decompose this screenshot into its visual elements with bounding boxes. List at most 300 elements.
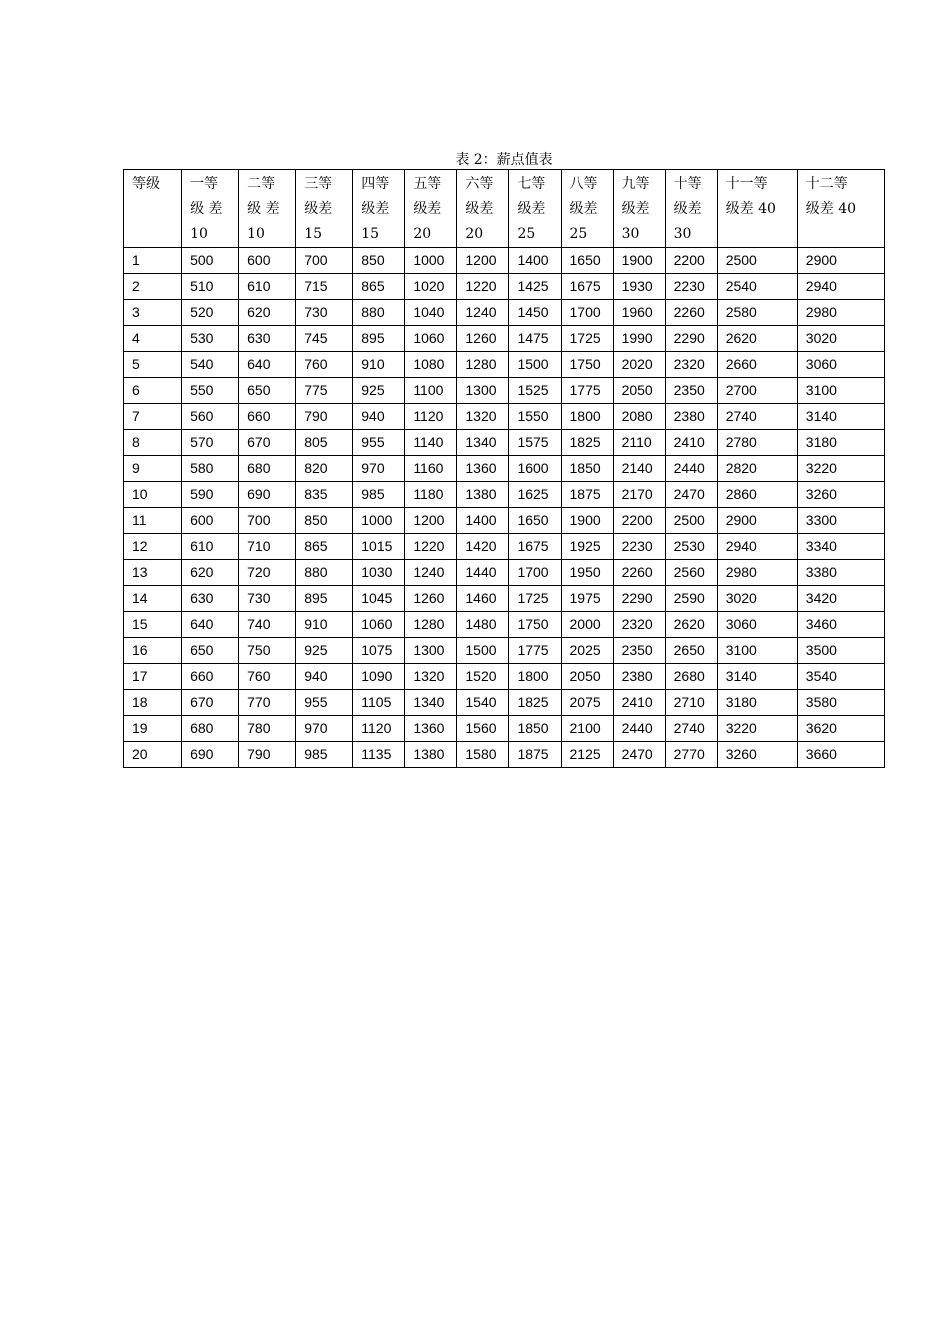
- value-cell: 1400: [457, 508, 509, 534]
- value-cell: 1340: [457, 430, 509, 456]
- table-row: [124, 456, 885, 482]
- header-title: 九等: [621, 176, 650, 192]
- value-cell: 1700: [509, 560, 561, 586]
- value-cell: 1220: [457, 274, 509, 300]
- value-cell: 1625: [509, 482, 561, 508]
- value-cell: 560: [182, 404, 239, 430]
- header-title: 三等: [304, 176, 333, 192]
- value-cell: 1075: [353, 638, 405, 664]
- value-cell: 2620: [717, 326, 797, 352]
- table-body: [124, 248, 885, 768]
- value-cell: 3420: [797, 586, 884, 612]
- value-cell: 2170: [613, 482, 665, 508]
- table-row: [124, 534, 885, 560]
- header-line2: 级差: [361, 201, 390, 217]
- value-cell: 910: [353, 352, 405, 378]
- value-cell: 2440: [613, 716, 665, 742]
- value-cell: 2940: [717, 534, 797, 560]
- value-cell: 2900: [797, 248, 884, 274]
- grade-cell: 16: [124, 638, 182, 664]
- value-cell: 2000: [561, 612, 613, 638]
- header-cell-tier-2: [239, 170, 296, 248]
- value-cell: 790: [239, 742, 296, 768]
- value-cell: 1260: [457, 326, 509, 352]
- table-row: [124, 586, 885, 612]
- value-cell: 1015: [353, 534, 405, 560]
- value-cell: 2770: [665, 742, 717, 768]
- value-cell: 2470: [665, 482, 717, 508]
- grade-cell: 19: [124, 716, 182, 742]
- value-cell: 1675: [561, 274, 613, 300]
- value-cell: 1750: [509, 612, 561, 638]
- value-cell: 780: [239, 716, 296, 742]
- value-cell: 610: [239, 274, 296, 300]
- value-cell: 1650: [509, 508, 561, 534]
- value-cell: 970: [353, 456, 405, 482]
- value-cell: 1105: [353, 690, 405, 716]
- value-cell: 3580: [797, 690, 884, 716]
- header-row: [124, 170, 885, 248]
- value-cell: 1960: [613, 300, 665, 326]
- header-title: 五等: [413, 176, 442, 192]
- value-cell: 1420: [457, 534, 509, 560]
- table-row: [124, 404, 885, 430]
- value-cell: 730: [239, 586, 296, 612]
- value-cell: 1090: [353, 664, 405, 690]
- value-cell: 2320: [613, 612, 665, 638]
- value-cell: 1200: [405, 508, 457, 534]
- value-cell: 1900: [613, 248, 665, 274]
- value-cell: 895: [296, 586, 353, 612]
- header-line2: 级差: [673, 201, 702, 217]
- header-cell-tier-11: [717, 170, 797, 248]
- header-line3: 30: [673, 226, 692, 242]
- value-cell: 775: [296, 378, 353, 404]
- value-cell: 1500: [457, 638, 509, 664]
- value-cell: 2080: [613, 404, 665, 430]
- header-cell-tier-3: [296, 170, 353, 248]
- value-cell: 620: [239, 300, 296, 326]
- value-cell: 1560: [457, 716, 509, 742]
- value-cell: 3260: [797, 482, 884, 508]
- value-cell: 2620: [665, 612, 717, 638]
- value-cell: 700: [239, 508, 296, 534]
- value-cell: 1775: [509, 638, 561, 664]
- value-cell: 1925: [561, 534, 613, 560]
- value-cell: 880: [353, 300, 405, 326]
- header-line3: 25: [569, 226, 588, 242]
- value-cell: 2350: [665, 378, 717, 404]
- value-cell: 1060: [353, 612, 405, 638]
- value-cell: 690: [182, 742, 239, 768]
- value-cell: 3460: [797, 612, 884, 638]
- value-cell: 2200: [613, 508, 665, 534]
- value-cell: 1675: [509, 534, 561, 560]
- value-cell: 650: [182, 638, 239, 664]
- value-cell: 660: [239, 404, 296, 430]
- value-cell: 2560: [665, 560, 717, 586]
- value-cell: 1000: [405, 248, 457, 274]
- value-cell: 1200: [457, 248, 509, 274]
- value-cell: 760: [239, 664, 296, 690]
- value-cell: 2470: [613, 742, 665, 768]
- header-title: 等级: [132, 176, 160, 192]
- value-cell: 660: [182, 664, 239, 690]
- table-row: [124, 248, 885, 274]
- value-cell: 1875: [561, 482, 613, 508]
- header-title: 一等: [190, 176, 219, 192]
- value-cell: 610: [182, 534, 239, 560]
- value-cell: 2980: [797, 300, 884, 326]
- value-cell: 2740: [665, 716, 717, 742]
- value-cell: 1140: [405, 430, 457, 456]
- grade-cell: 5: [124, 352, 182, 378]
- value-cell: 1160: [405, 456, 457, 482]
- value-cell: 2860: [717, 482, 797, 508]
- value-cell: 1300: [405, 638, 457, 664]
- value-cell: 1045: [353, 586, 405, 612]
- table-caption: 表 2：薪点值表: [455, 152, 553, 168]
- value-cell: 1480: [457, 612, 509, 638]
- value-cell: 1550: [509, 404, 561, 430]
- value-cell: 2500: [717, 248, 797, 274]
- value-cell: 540: [182, 352, 239, 378]
- header-line3: 30: [621, 226, 640, 242]
- value-cell: 2410: [665, 430, 717, 456]
- value-cell: 1380: [405, 742, 457, 768]
- value-cell: 850: [353, 248, 405, 274]
- value-cell: 1260: [405, 586, 457, 612]
- header-line2: 级差: [465, 201, 494, 217]
- header-cell-tier-6: [457, 170, 509, 248]
- value-cell: 2380: [665, 404, 717, 430]
- value-cell: 1775: [561, 378, 613, 404]
- value-cell: 1400: [509, 248, 561, 274]
- value-cell: 570: [182, 430, 239, 456]
- value-cell: 3500: [797, 638, 884, 664]
- value-cell: 3620: [797, 716, 884, 742]
- value-cell: 700: [296, 248, 353, 274]
- table-row: [124, 560, 885, 586]
- table-row: [124, 352, 885, 378]
- value-cell: 1080: [405, 352, 457, 378]
- value-cell: 1020: [405, 274, 457, 300]
- grade-cell: 20: [124, 742, 182, 768]
- grade-cell: 14: [124, 586, 182, 612]
- value-cell: 630: [182, 586, 239, 612]
- value-cell: 3220: [797, 456, 884, 482]
- value-cell: 600: [239, 248, 296, 274]
- value-cell: 2590: [665, 586, 717, 612]
- value-cell: 640: [239, 352, 296, 378]
- value-cell: 1725: [561, 326, 613, 352]
- header-line3: 20: [465, 226, 484, 242]
- value-cell: 2500: [665, 508, 717, 534]
- value-cell: 680: [182, 716, 239, 742]
- value-cell: 1120: [353, 716, 405, 742]
- value-cell: 760: [296, 352, 353, 378]
- value-cell: 2050: [613, 378, 665, 404]
- value-cell: 1460: [457, 586, 509, 612]
- value-cell: 790: [296, 404, 353, 430]
- value-cell: 3380: [797, 560, 884, 586]
- header-cell-tier-5: [405, 170, 457, 248]
- value-cell: 720: [239, 560, 296, 586]
- grade-cell: 10: [124, 482, 182, 508]
- value-cell: 2530: [665, 534, 717, 560]
- value-cell: 620: [182, 560, 239, 586]
- value-cell: 970: [296, 716, 353, 742]
- value-cell: 510: [182, 274, 239, 300]
- value-cell: 2540: [717, 274, 797, 300]
- value-cell: 670: [239, 430, 296, 456]
- value-cell: 590: [182, 482, 239, 508]
- value-cell: 730: [296, 300, 353, 326]
- header-cell-tier-9: [613, 170, 665, 248]
- value-cell: 2110: [613, 430, 665, 456]
- value-cell: 1240: [457, 300, 509, 326]
- header-line3: 25: [517, 226, 536, 242]
- value-cell: 2290: [613, 586, 665, 612]
- value-cell: 940: [353, 404, 405, 430]
- value-cell: 1650: [561, 248, 613, 274]
- value-cell: 805: [296, 430, 353, 456]
- header-title: 七等: [517, 176, 546, 192]
- value-cell: 3100: [797, 378, 884, 404]
- header-line3: 10: [247, 226, 265, 242]
- value-cell: 1030: [353, 560, 405, 586]
- value-cell: 770: [239, 690, 296, 716]
- value-cell: 1000: [353, 508, 405, 534]
- value-cell: 1600: [509, 456, 561, 482]
- header-title: 八等: [569, 176, 598, 192]
- header-line2: 级差: [517, 201, 546, 217]
- value-cell: 1950: [561, 560, 613, 586]
- value-cell: 925: [353, 378, 405, 404]
- value-cell: 865: [353, 274, 405, 300]
- table-header: [124, 170, 885, 248]
- value-cell: 3340: [797, 534, 884, 560]
- value-cell: 1220: [405, 534, 457, 560]
- value-cell: 1475: [509, 326, 561, 352]
- table-row: [124, 430, 885, 456]
- value-cell: 2025: [561, 638, 613, 664]
- grade-cell: 4: [124, 326, 182, 352]
- value-cell: 1540: [457, 690, 509, 716]
- value-cell: 1180: [405, 482, 457, 508]
- value-cell: 1580: [457, 742, 509, 768]
- header-cell-tier-10: [665, 170, 717, 248]
- value-cell: 1975: [561, 586, 613, 612]
- grade-cell: 3: [124, 300, 182, 326]
- header-cell-tier-12: [797, 170, 884, 248]
- value-cell: 2820: [717, 456, 797, 482]
- value-cell: 2350: [613, 638, 665, 664]
- header-line2: 级差: [413, 201, 442, 217]
- header-title: 十等: [673, 176, 702, 192]
- value-cell: 835: [296, 482, 353, 508]
- value-cell: 640: [182, 612, 239, 638]
- value-cell: 865: [296, 534, 353, 560]
- value-cell: 2260: [613, 560, 665, 586]
- value-cell: 750: [239, 638, 296, 664]
- value-cell: 3180: [797, 430, 884, 456]
- table-row: [124, 274, 885, 300]
- value-cell: 1320: [405, 664, 457, 690]
- value-cell: 2200: [665, 248, 717, 274]
- value-cell: 2230: [613, 534, 665, 560]
- value-cell: 2380: [613, 664, 665, 690]
- table-row: [124, 612, 885, 638]
- value-cell: 2290: [665, 326, 717, 352]
- value-cell: 1800: [509, 664, 561, 690]
- value-cell: 2020: [613, 352, 665, 378]
- header-cell-tier-8: [561, 170, 613, 248]
- header-line2: 级差 40: [805, 201, 857, 217]
- value-cell: 2075: [561, 690, 613, 716]
- value-cell: 2260: [665, 300, 717, 326]
- value-cell: 1525: [509, 378, 561, 404]
- header-title: 四等: [361, 176, 390, 192]
- value-cell: 1320: [457, 404, 509, 430]
- value-cell: 955: [353, 430, 405, 456]
- table-row: [124, 638, 885, 664]
- grade-cell: 2: [124, 274, 182, 300]
- table-row: [124, 300, 885, 326]
- header-line2: 级 差: [190, 201, 223, 217]
- value-cell: 1280: [405, 612, 457, 638]
- value-cell: 580: [182, 456, 239, 482]
- header-line3: 15: [304, 226, 323, 242]
- value-cell: 1120: [405, 404, 457, 430]
- table-row: [124, 378, 885, 404]
- value-cell: 550: [182, 378, 239, 404]
- header-line2: 级 差: [247, 201, 280, 217]
- value-cell: 1700: [561, 300, 613, 326]
- grade-cell: 8: [124, 430, 182, 456]
- value-cell: 2580: [717, 300, 797, 326]
- value-cell: 2230: [665, 274, 717, 300]
- value-cell: 1520: [457, 664, 509, 690]
- value-cell: 985: [353, 482, 405, 508]
- value-cell: 2700: [717, 378, 797, 404]
- value-cell: 1380: [457, 482, 509, 508]
- grade-cell: 7: [124, 404, 182, 430]
- value-cell: 1900: [561, 508, 613, 534]
- value-cell: 1060: [405, 326, 457, 352]
- grade-cell: 12: [124, 534, 182, 560]
- value-cell: 2100: [561, 716, 613, 742]
- value-cell: 1040: [405, 300, 457, 326]
- value-cell: 1750: [561, 352, 613, 378]
- value-cell: 530: [182, 326, 239, 352]
- table-row: [124, 326, 885, 352]
- value-cell: 3060: [717, 612, 797, 638]
- value-cell: 745: [296, 326, 353, 352]
- value-cell: 1930: [613, 274, 665, 300]
- value-cell: 1280: [457, 352, 509, 378]
- table-row: [124, 690, 885, 716]
- value-cell: 1575: [509, 430, 561, 456]
- value-cell: 3220: [717, 716, 797, 742]
- grade-cell: 6: [124, 378, 182, 404]
- value-cell: 1850: [561, 456, 613, 482]
- value-cell: 1990: [613, 326, 665, 352]
- value-cell: 2125: [561, 742, 613, 768]
- grade-cell: 13: [124, 560, 182, 586]
- value-cell: 1800: [561, 404, 613, 430]
- value-cell: 2680: [665, 664, 717, 690]
- value-cell: 2710: [665, 690, 717, 716]
- value-cell: 1440: [457, 560, 509, 586]
- value-cell: 850: [296, 508, 353, 534]
- value-cell: 910: [296, 612, 353, 638]
- value-cell: 3100: [717, 638, 797, 664]
- value-cell: 3140: [717, 664, 797, 690]
- value-cell: 880: [296, 560, 353, 586]
- grade-cell: 15: [124, 612, 182, 638]
- value-cell: 2940: [797, 274, 884, 300]
- header-line3: 10: [190, 226, 208, 242]
- header-cell-tier-4: [353, 170, 405, 248]
- header-title: 二等: [247, 176, 276, 192]
- value-cell: 1360: [457, 456, 509, 482]
- value-cell: 3020: [797, 326, 884, 352]
- value-cell: 650: [239, 378, 296, 404]
- value-cell: 985: [296, 742, 353, 768]
- value-cell: 2980: [717, 560, 797, 586]
- value-cell: 2320: [665, 352, 717, 378]
- value-cell: 1875: [509, 742, 561, 768]
- value-cell: 2780: [717, 430, 797, 456]
- value-cell: 690: [239, 482, 296, 508]
- header-line2: 级差: [569, 201, 598, 217]
- value-cell: 1360: [405, 716, 457, 742]
- value-cell: 630: [239, 326, 296, 352]
- value-cell: 1240: [405, 560, 457, 586]
- value-cell: 2410: [613, 690, 665, 716]
- header-line2: 级差 40: [725, 201, 776, 217]
- value-cell: 1825: [509, 690, 561, 716]
- value-cell: 710: [239, 534, 296, 560]
- value-cell: 1135: [353, 742, 405, 768]
- value-cell: 1300: [457, 378, 509, 404]
- value-cell: 1850: [509, 716, 561, 742]
- value-cell: 2650: [665, 638, 717, 664]
- header-cell-tier-1: [182, 170, 239, 248]
- value-cell: 3540: [797, 664, 884, 690]
- value-cell: 715: [296, 274, 353, 300]
- value-cell: 1500: [509, 352, 561, 378]
- value-cell: 680: [239, 456, 296, 482]
- value-cell: 3180: [717, 690, 797, 716]
- value-cell: 3660: [797, 742, 884, 768]
- value-cell: 2900: [717, 508, 797, 534]
- value-cell: 3060: [797, 352, 884, 378]
- value-cell: 2440: [665, 456, 717, 482]
- value-cell: 3260: [717, 742, 797, 768]
- header-line3: 15: [361, 226, 380, 242]
- grade-cell: 18: [124, 690, 182, 716]
- value-cell: 940: [296, 664, 353, 690]
- value-cell: 1100: [405, 378, 457, 404]
- header-cell-grade: [124, 170, 182, 248]
- value-cell: 3300: [797, 508, 884, 534]
- header-title: 十一等: [725, 176, 768, 192]
- grade-cell: 17: [124, 664, 182, 690]
- value-cell: 1340: [405, 690, 457, 716]
- value-cell: 955: [296, 690, 353, 716]
